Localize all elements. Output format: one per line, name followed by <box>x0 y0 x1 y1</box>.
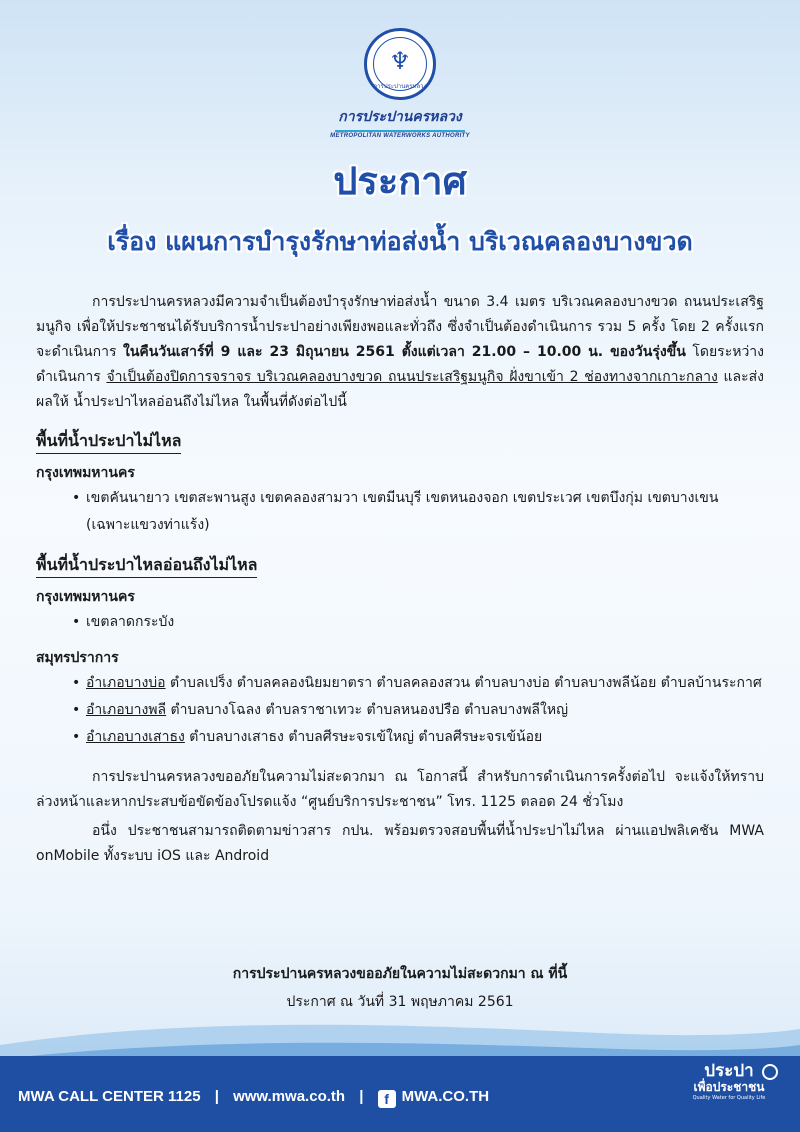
list-item: • อำเภอบางบ่อ ตำบลเปร็ง ตำบลคลองนิยมยาตรา ตำบลคลองสวน ตำบลบางบ่อ ตำบลบางพลีน้อย ตำบลบ้านระกาศ <box>36 670 764 697</box>
org-name-thai: การประปานครหลวง <box>338 108 462 124</box>
mwa-seal-icon: ♆ การประปานครหลวง <box>364 28 436 100</box>
footer-separator: | <box>214 1088 219 1105</box>
bullet-icon: • <box>72 614 81 630</box>
brand-line2-text: เพื่อประชาชน <box>693 1080 765 1094</box>
district-name: อำเภอบางเสาธง <box>86 729 185 745</box>
list-item: • เขตลาดกระบัง <box>36 609 764 636</box>
brand-tagline: Quality Water for Quality Life <box>692 1095 766 1101</box>
page-title: ประกาศ <box>333 159 467 203</box>
list-item: • อำเภอบางเสาธง ตำบลบางเสาธง ตำบลศีรษะจรเข้ใหญ่ ตำบลศีรษะจรเข้น้อย <box>36 724 764 751</box>
list-item: • อำเภอบางพลี ตำบลบางโฉลง ตำบลราชาเทวะ ตำบลหนองปรือ ตำบลบางพลีใหญ่ <box>36 697 764 724</box>
list-item: • เขตคันนายาว เขตสะพานสูง เขตคลองสามวา เขตมีนบุรี เขตหนองจอก เขตประเวศ เขตบึงกุ่ม เขตบางเขน (เฉพาะแขวงท่าแร้ง) <box>36 485 764 539</box>
apology-paragraph: การประปานครหลวงขออภัยในความไม่สะดวกมา ณ โอกาสนี้ สำหรับการดำเนินการครั้งต่อไป จะแจ้งให้ทราบล่วงหน้าและหากประสบข้อขัดข้องโปรดแจ้ง “ศูนย์บริการประชาชน” โทร. 1125 ตลอด 24 ชั่วโมง <box>36 769 764 810</box>
org-name-english: METROPOLITAN WATERWORKS AUTHORITY <box>330 133 470 139</box>
water-drop-icon <box>762 1064 778 1080</box>
intro-paragraph <box>36 290 764 415</box>
low-water-area-bkk: กรุงเทพมหานคร <box>36 589 135 605</box>
closing-block <box>0 960 800 1016</box>
website-link[interactable]: www.mwa.co.th <box>233 1088 346 1105</box>
bullet-icon: • <box>72 729 81 745</box>
no-water-area: กรุงเทพมหานคร <box>36 465 135 481</box>
low-water-heading: พื้นที่น้ำประปาไหลอ่อนถึงไม่ไหล <box>36 553 257 578</box>
bullet-icon: • <box>72 675 81 691</box>
brand-main-text: ประปา <box>704 1061 754 1081</box>
low-water-area-samutprakan: สมุทรปราการ <box>36 650 119 666</box>
footer-separator: | <box>359 1088 364 1105</box>
app-note-paragraph: อนึ่ง ประชาชนสามารถติดตามข่าวสาร กปน. พร้อมตรวจสอบพื้นที่น้ำประปาไม่ไหล ผ่านแอปพลิเคชัน MWA onMobile ทั้งระบบ iOS และ Android <box>36 823 764 864</box>
no-water-heading: พื้นที่น้ำประปาไม่ไหล <box>36 429 181 454</box>
district-name: อำเภอบางพลี <box>86 702 167 718</box>
announcement-body <box>36 290 764 869</box>
intro-text: การประปานครหลวงมีความจำเป็นต้องบำรุงรักษาท่อส่งน้ำ ขนาด 3.4 เมตร บริเวณคลองบางขวด ถนนประเสริฐมนูกิจ เพื่อให้ประชาชนได้รับบริการน้ำประปาอย่างเพียงพอและทั่วถึง ซึ่งจำเป็นต้องดำเนินการ รวม 5 ครั้ง โดย 2 ครั้งแรกจะดำเนินการ <box>36 294 764 360</box>
header-logo <box>0 28 800 139</box>
facebook-icon: f <box>378 1090 396 1108</box>
closing-apology: การประปานครหลวงขออภัยในความไม่สะดวกมา ณ ที่นี้ <box>232 966 568 982</box>
intro-text-2: โดยระหว่างดำเนินการ <box>36 344 765 385</box>
call-center: MWA CALL CENTER 1125 <box>18 1088 201 1105</box>
intro-traffic-note: จำเป็นต้องปิดการจราจร บริเวณคลองบางขวด ถนนประเสริฐมนูกิจ ฝั่งขาเข้า 2 ช่องทางจากเกาะกลาง <box>106 369 718 385</box>
page-subtitle: เรื่อง แผนการบำรุงรักษาท่อส่งน้ำ บริเวณคลองบางขวด <box>107 227 693 256</box>
bullet-icon: • <box>72 702 81 718</box>
bullet-icon: • <box>72 490 81 506</box>
district-name: อำเภอบางบ่อ <box>86 675 166 691</box>
seal-text: การประปานครหลวง <box>373 83 427 90</box>
announcement-date: ประกาศ ณ วันที่ 31 พฤษภาคม 2561 <box>286 994 514 1010</box>
footer-contacts <box>18 1088 489 1108</box>
facebook-link[interactable]: MWA.CO.TH <box>401 1088 490 1105</box>
intro-text-3: และส่งผลให้ น้ำประปาไหลอ่อนถึงไม่ไหล ในพื้นที่ดังต่อไปนี้ <box>36 369 765 410</box>
intro-date: ในคืนวันเสาร์ที่ 9 และ 23 มิถุนายน 2561 ตั้งแต่เวลา 21.00 – 10.00 น. ของวันรุ่งขึ้น <box>123 344 686 360</box>
org-divider <box>335 130 465 132</box>
brand-logo <box>686 1062 772 1102</box>
